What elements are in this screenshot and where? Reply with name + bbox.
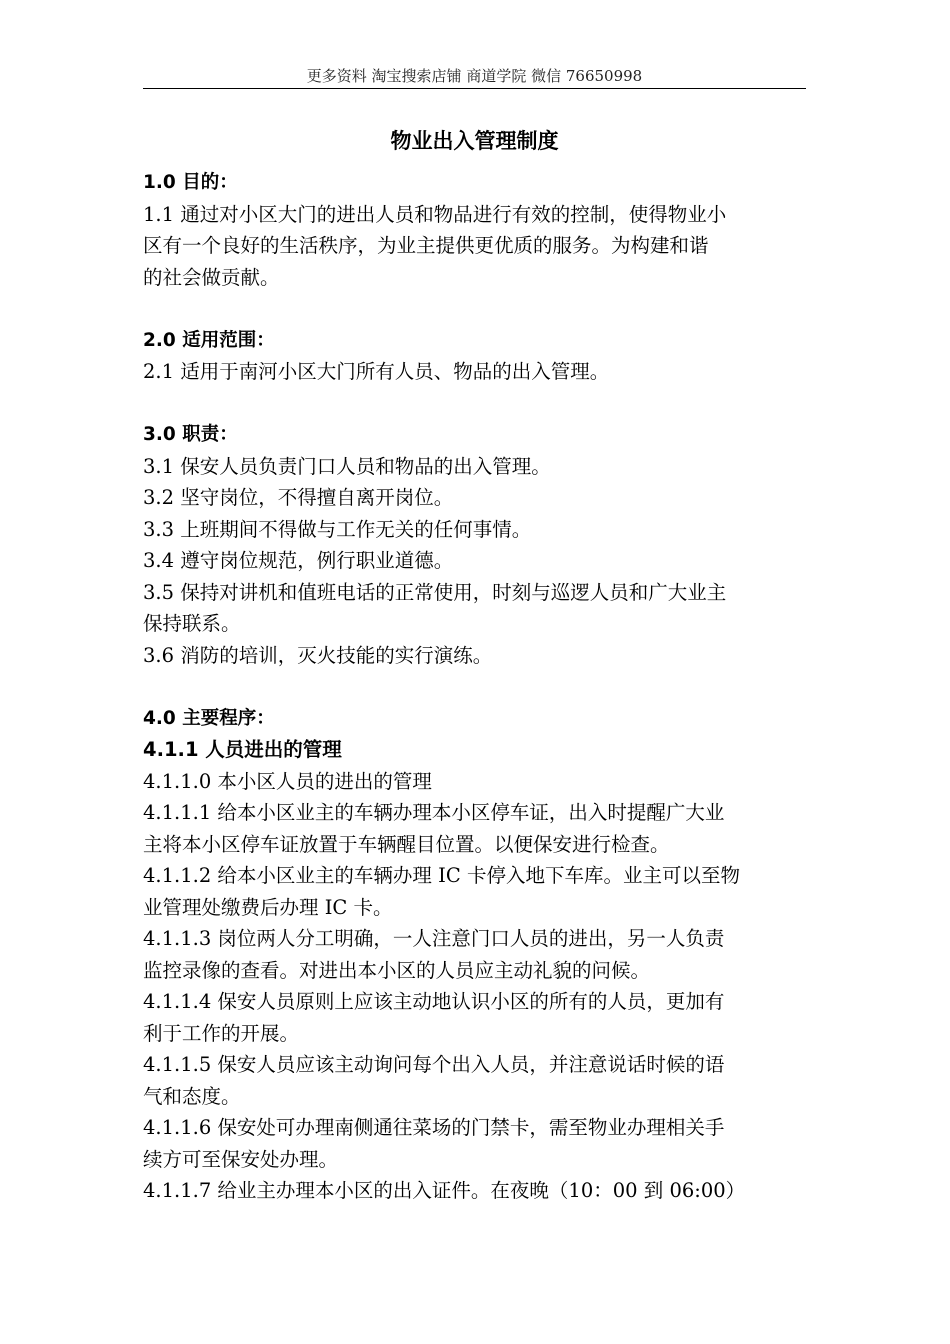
paragraph-line: 续方可至保安处办理。	[143, 1147, 339, 1171]
document-title: 物业出入管理制度	[390, 129, 559, 153]
section-heading-procedures: 4.0 主要程序：	[143, 707, 275, 729]
paragraph-line: 3.4 遵守岗位规范，例行职业道德。	[143, 549, 454, 572]
section-heading-duties: 3.0 职责：	[143, 424, 238, 445]
paragraph-line: 业管理处缴费后办理 IC 卡。	[143, 895, 393, 919]
paragraph-line: 利于工作的开展。	[143, 1021, 300, 1045]
paragraph-line: 3.1 保安人员负责门口人员和物品的出入管理。	[143, 454, 551, 478]
paragraph-line: 4.1.1.1 给本小区业主的车辆办理本小区停车证，出入时提醒广大业	[143, 801, 725, 824]
paragraph-line: 保持联系。	[143, 612, 241, 635]
section-heading-scope: 2.0 适用范围：	[143, 329, 275, 351]
paragraph-line: 4.1.1.7 给业主办理本小区的出入证件。在夜晚（10：00 到 06:00）	[143, 1179, 746, 1202]
paragraph-line: 2.1 适用于南河小区大门所有人员、物品的出入管理。	[143, 360, 610, 383]
paragraph-line: 3.6 消防的培训，灭火技能的实行演练。	[143, 643, 493, 667]
paragraph-line: 4.1.1.5 保安人员应该主动询问每个出入人员，并注意说话时候的语	[143, 1053, 725, 1076]
paragraph-line: 3.2 坚守岗位，不得擅自离开岗位。	[143, 486, 454, 509]
paragraph-line: 气和态度。	[143, 1084, 241, 1108]
subsection-heading-personnel: 4.1.1 人员进出的管理	[143, 738, 342, 761]
blank-line	[143, 388, 806, 420]
paragraph-line: 的社会做贡献。	[143, 265, 280, 289]
paragraph-line: 3.3 上班期间不得做与工作无关的任何事情。	[143, 517, 532, 541]
paragraph-line: 4.1.1.0 本小区人员的进出的管理	[143, 769, 432, 793]
paragraph-line: 主将本小区停车证放置于车辆醒目位置。以便保安进行检查。	[143, 832, 670, 856]
paragraph-line: 1.1 通过对小区大门的进出人员和物品进行有效的控制，使得物业小	[143, 202, 727, 226]
paragraph-line: 4.1.1.4 保安人员原则上应该主动地认识小区的所有的人员，更加有	[143, 990, 725, 1013]
paragraph-line: 监控录像的查看。对进出本小区的人员应主动礼貌的问候。	[143, 958, 651, 982]
header-rule	[143, 88, 806, 89]
paragraph-line: 4.1.1.2 给本小区业主的车辆办理 IC 卡停入地下车库。业主可以至物	[143, 864, 740, 887]
paragraph-line: 3.5 保持对讲机和值班电话的正常使用，时刻与巡逻人员和广大业主	[143, 580, 727, 604]
blank-line	[143, 293, 806, 325]
document-body	[143, 167, 806, 1207]
paragraph-line: 4.1.1.6 保安处可办理南侧通往菜场的门禁卡，需至物业办理相关手	[143, 1116, 725, 1139]
paragraph-line: 区有一个良好的生活秩序，为业主提供更优质的服务。为构建和谐	[143, 234, 709, 257]
blank-line	[143, 671, 806, 703]
section-heading-purpose: 1.0 目的：	[143, 172, 238, 193]
paragraph-line: 4.1.1.3 岗位两人分工明确，一人注意门口人员的进出，另一人负责	[143, 927, 725, 950]
page-header: 更多资料 淘宝搜索店铺 商道学院 微信 76650998	[306, 67, 643, 85]
